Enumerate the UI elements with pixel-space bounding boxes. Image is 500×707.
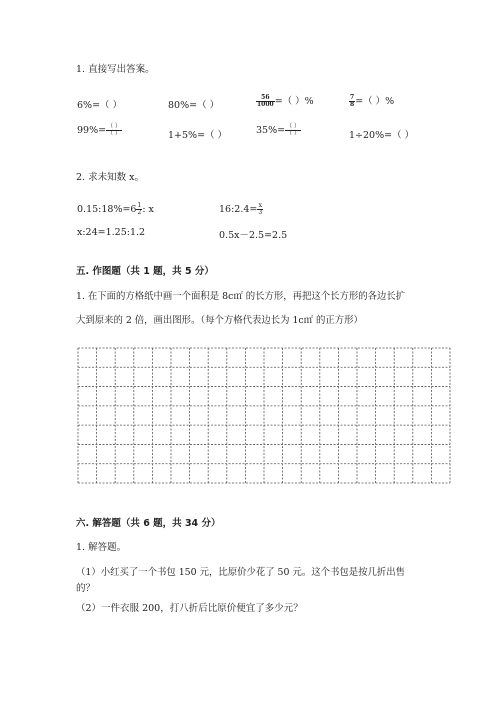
problem-1-line-2: 的？ <box>76 583 96 594</box>
q2-title: 2. 求未知数 x。 <box>76 172 144 183</box>
q1-item-4: $\frac{7}{8}$ =（ ）% <box>350 94 395 108</box>
q1-item-1: 6%=（ ） <box>77 100 123 111</box>
fraction-blank: $\frac{( )}{( )}$ <box>286 123 300 137</box>
q2-equation-4: 0.5x－2.5=2.5 <box>219 230 288 241</box>
q1-item-6: 1+5%=（ ） <box>168 130 228 141</box>
q2-equation-1: 0.15:18%=6 $\frac{1}{2}$ : x <box>77 202 154 216</box>
section-5-text-line-2: 大到原来的 2 倍，画出图形。（每个方格代表边长为 1c㎡ 的正方形） <box>76 315 363 326</box>
fraction: $\frac{1}{2}$ <box>137 202 142 216</box>
section-5-text-line-1: 1. 在下面的方格纸中画一个面积是 8c㎡ 的长方形，再把这个长方形的各边长扩 <box>76 291 406 302</box>
q1-item-3: $\frac{56}{1000}$ =（ ）% <box>257 94 314 108</box>
q1-item-2: 80%=（ ） <box>168 100 220 111</box>
q1-item-5: 99%= $\frac{( )}{( )}$ <box>77 123 121 137</box>
section-6-heading: 六. 解答题（共 6 题，共 34 分） <box>76 518 221 529</box>
q1-item-7: 35%= $\frac{( )}{( )}$ <box>256 123 300 137</box>
q1-item-8: 1÷20%=（ ） <box>349 130 415 141</box>
q1-title: 1. 直接写出答案。 <box>76 64 155 75</box>
section-5-heading: 五. 作图题（共 1 题，共 5 分） <box>76 266 214 277</box>
problem-2: （2）一件衣服 200，打八折后比原价便宜了多少元？ <box>76 603 303 614</box>
q2-equation-2: 16:2.4= $\frac{x}{3}$ <box>219 202 263 216</box>
square-grid[interactable] <box>77 347 451 484</box>
section-6-intro: 1. 解答题。 <box>76 542 127 553</box>
fraction: $\frac{7}{8}$ <box>350 94 355 108</box>
fraction: $\frac{x}{3}$ <box>258 202 263 216</box>
fraction: $\frac{56}{1000}$ <box>257 94 274 108</box>
q2-equation-3: x:24=1.25:1.2 <box>77 227 146 238</box>
fraction-blank: $\frac{( )}{( )}$ <box>107 123 121 137</box>
problem-1-line-1: （1）小红买了一个书包 150 元，比原价少花了 50 元。这个书包是按几折出售 <box>76 567 405 578</box>
